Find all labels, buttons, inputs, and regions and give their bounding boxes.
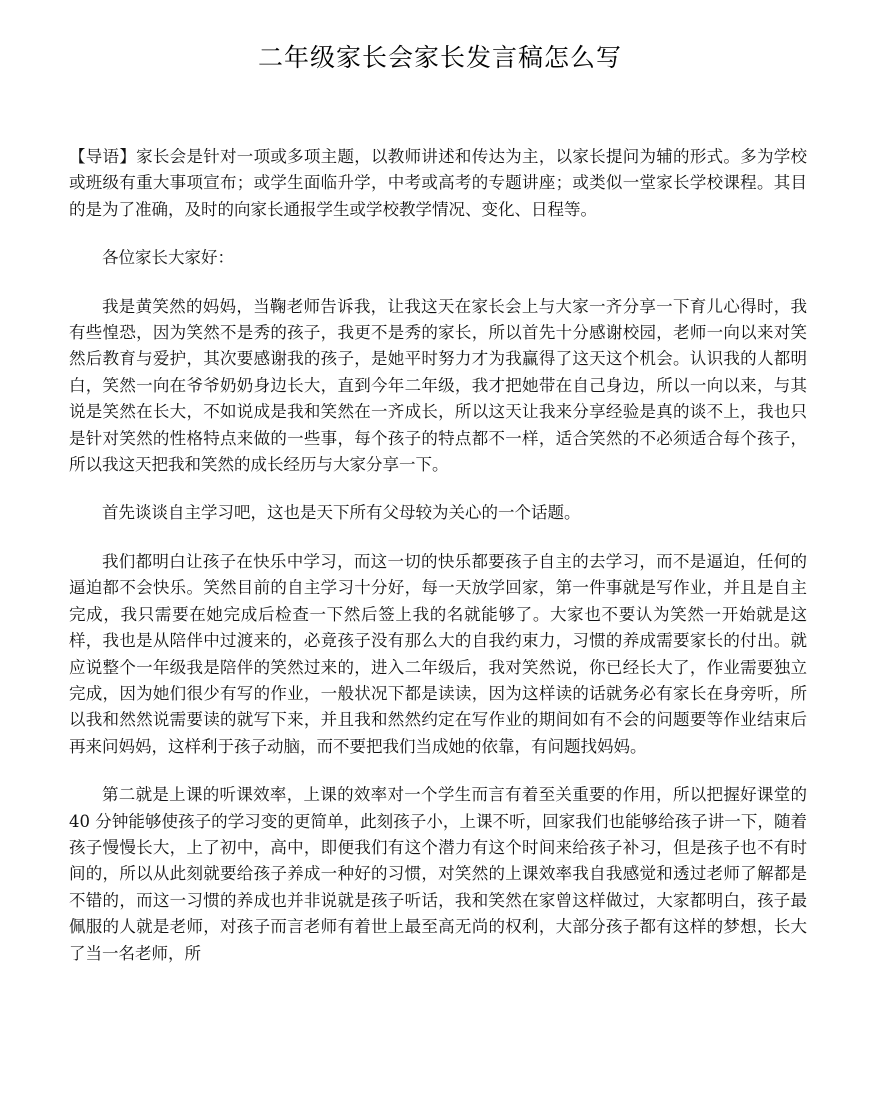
body-paragraph: 首先谈谈自主学习吧，这也是天下所有父母较为关心的一个话题。 <box>102 503 581 523</box>
greeting-paragraph: 各位家长大家好： <box>102 248 234 268</box>
document-body <box>69 144 807 989</box>
document-title: 二年级家长会家长发言稿怎么写 <box>257 43 622 72</box>
body-paragraph: 第二就是上课的听课效率，上课的效率对一个学生而言有着至关重要的作用，所以把握好课堂的 40 分钟能够使孩子的学习变的更简单，此刻孩子小，上课不听，回家我们也能够给孩子讲一下，随着孩子慢慢长大，上了初中，高中，即便我们有这个潜力有这个时间来给孩子补习，但是孩子也不有时间的，所以从此刻就要给孩子养成一种好的习惯，对笑然的上课效率我自我感觉和透过老师了解都是不错的，而这一习惯的养成也并非说就是孩子听话，我和笑然在家曾这样做过，大家都明白，孩子最佩服的人就是老师，对孩子而言老师有着世上最至高无尚的权利，大部分孩子都有这样的梦想，长大了当一名老师，所 <box>69 785 807 963</box>
body-paragraph: 我们都明白让孩子在快乐中学习，而这一切的快乐都要孩子自主的去学习，而不是逼迫，任何的逼迫都不会快乐。笑然目前的自主学习十分好，每一天放学回家，第一件事就是写作业，并且是自主完成，我只需要在她完成后检查一下然后签上我的名就能够了。大家也不要认为笑然一开始就是这样，我也是从陪伴中过渡来的，必竟孩子没有那么大的自我约束力，习惯的养成需要家长的付出。就应说整个一年级我是陪伴的笑然过来的，进入二年级后，我对笑然说，你已经长大了，作业需要独立完成，因为她们很少有写的作业，一般状况下都是读读，因为这样读的话就务必有家长在身旁听，所以我和然然说需要读的就写下来，并且我和然然约定在写作业的期间如有不会的问题要等作业结束后再来问妈妈，这样利于孩子动脑，而不要把我们当成她的依靠，有问题找妈妈。 <box>69 551 807 756</box>
intro-paragraph: 【导语】家长会是针对一项或多项主题，以教师讲述和传达为主，以家长提问为辅的形式。多为学校或班级有重大事项宣布；或学生面临升学，中考或高考的专题讲座；或类似一堂家长学校课程。其目的是为了准确，及时的向家长通报学生或学校教学情况、变化、日程等。 <box>69 147 807 219</box>
body-paragraph: 我是黄笑然的妈妈，当鞠老师告诉我，让我这天在家长会上与大家一齐分享一下育儿心得时，我有些惶恐，因为笑然不是秀的孩子，我更不是秀的家长，所以首先十分感谢校园，老师一向以来对笑然后教育与爱护，其次要感谢我的孩子，是她平时努力才为我赢得了这天这个机会。认识我的人都明白，笑然一向在爷爷奶奶身边长大，直到今年二年级，我才把她带在自己身边，所以一向以来，与其说是笑然在长大，不如说成是我和笑然在一齐成长，所以这天让我来分享经验是真的谈不上，我也只是针对笑然的性格特点来做的一些事，每个孩子的特点都不一样，适合笑然的不必须适合每个孩子，所以我这天把我和笑然的成长经历与大家分享一下。 <box>69 296 807 475</box>
